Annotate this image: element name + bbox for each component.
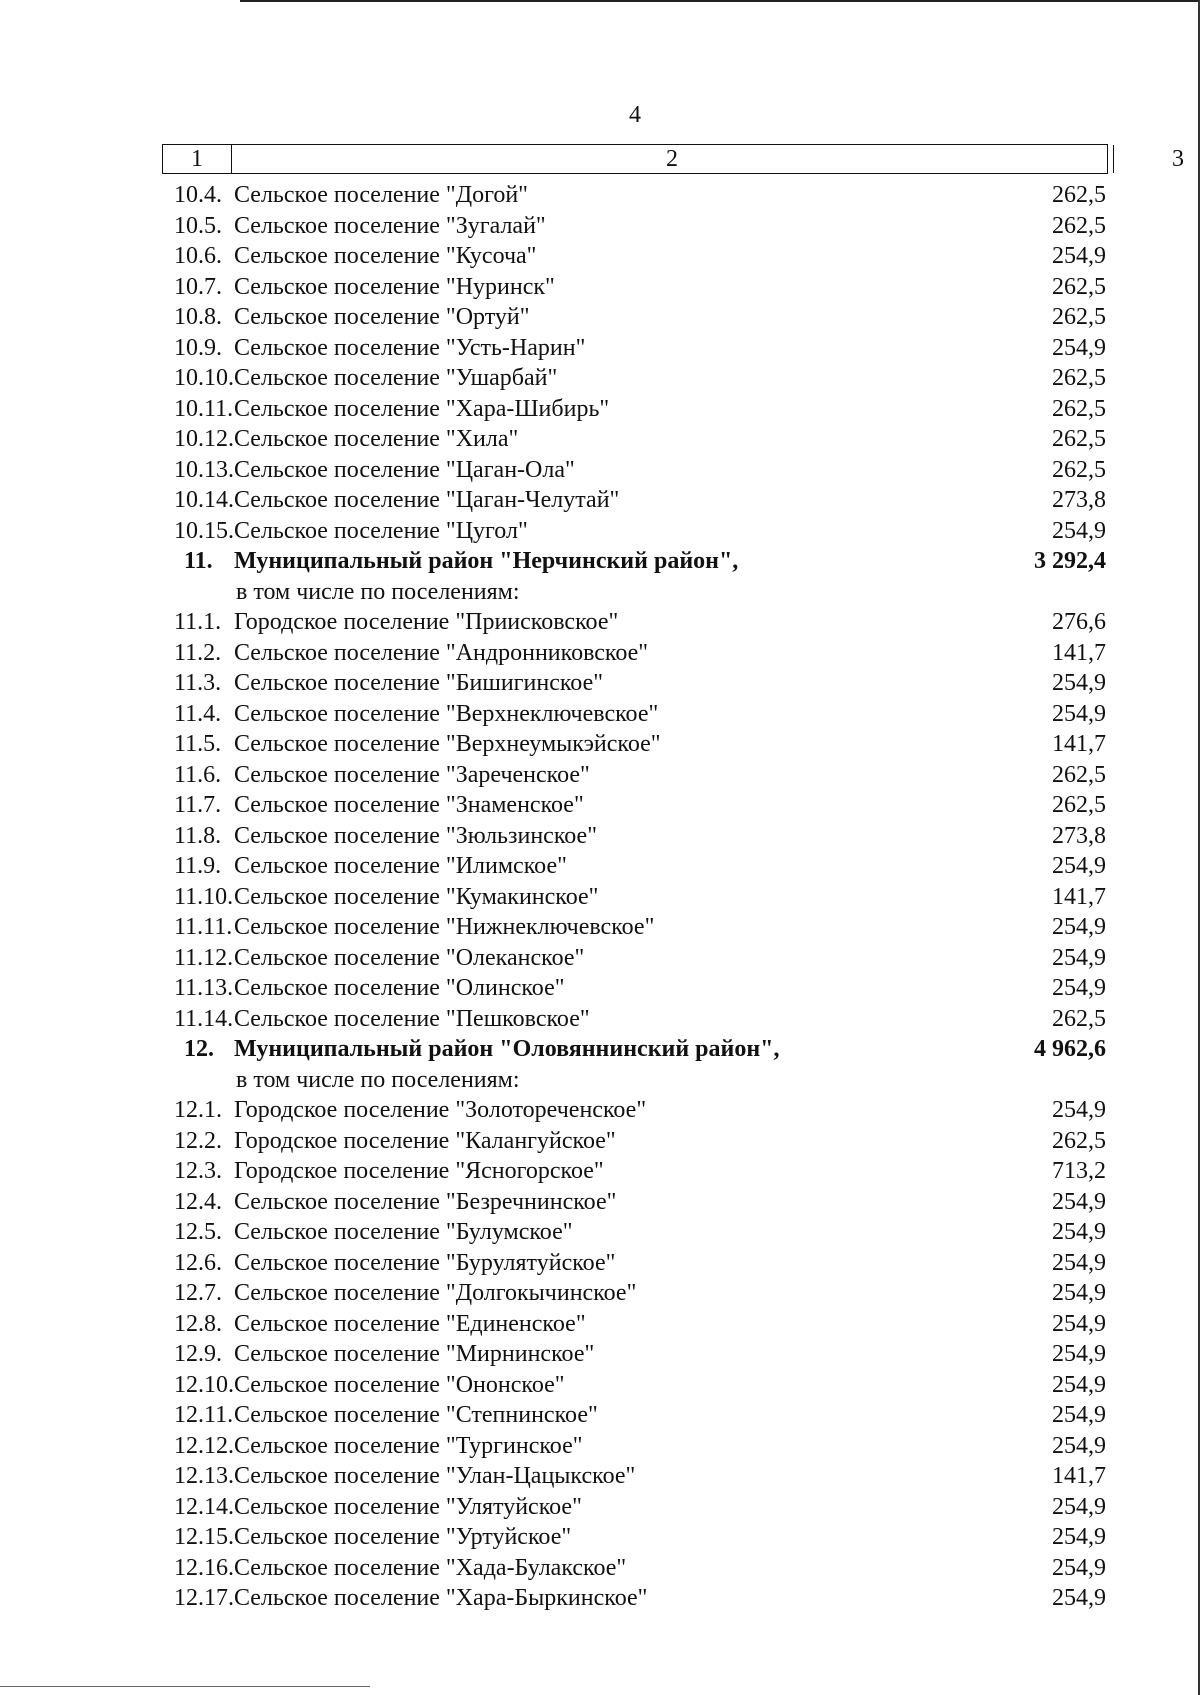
row-name: Сельское поселение "Верхнеумыкэйское" [234,731,661,757]
row-number: 11.1. [174,609,222,635]
row-value: 262,5 [1052,1127,1106,1154]
row-name: Сельское поселение "Уртуйское" [234,1524,572,1550]
row-name: в том числе по поселениям: [236,578,520,605]
header-col-2: 2 [231,145,1114,173]
row-value: 141,7 [1052,639,1106,666]
row-number: 10.4. [174,182,222,208]
table-row [162,882,1108,913]
table-row [162,485,1108,516]
row-name: Сельское поселение "Единенское" [234,1310,586,1337]
row-number: 11.13. [174,975,234,1001]
table-row [162,1431,1108,1462]
table-row [162,363,1108,394]
district-row [162,546,1108,577]
row-number: 10.8. [174,304,222,330]
row-name: Сельское поселение "Олеканское" [234,944,585,971]
table-row [162,760,1108,791]
row-value: 254,9 [1052,1493,1106,1520]
row-value: 254,9 [1052,975,1106,1001]
row-name: Сельское поселение "Зареченское" [234,761,590,788]
table-row [162,638,1108,669]
table-row [162,1309,1108,1340]
row-number: 12.1. [174,1097,222,1123]
table-row [162,516,1108,547]
row-value: 262,5 [1052,1005,1106,1032]
row-number: 12.14. [174,1493,234,1520]
row-name: Муниципальный район "Оловяннинский район", [234,1036,780,1062]
row-name: Сельское поселение "Кумакинское" [234,883,599,910]
row-number: 12.8. [174,1310,222,1337]
table-row [162,1095,1108,1126]
row-name: Сельское поселение "Улан-Цацыкское" [234,1463,636,1489]
district-row [162,1034,1108,1065]
table-row [162,1583,1108,1614]
header-col-1: 1 [163,145,232,173]
table-row [162,821,1108,852]
row-value: 273,8 [1052,487,1106,513]
table-row [162,1339,1108,1370]
row-value: 262,5 [1052,761,1106,788]
row-number: 12.2. [174,1127,222,1154]
row-name: Сельское поселение "Догой" [234,182,528,208]
row-value: 3 292,4 [1034,548,1106,574]
row-number: 11. [184,548,213,574]
row-name: Муниципальный район "Нерчинский район", [234,548,739,574]
table-row [162,272,1108,303]
row-number: 11.4. [174,700,222,727]
row-name: Сельское поселение "Бурулятуйское" [234,1249,616,1276]
subheading-row [162,1065,1108,1096]
row-value: 254,9 [1052,1310,1106,1337]
row-number: 11.7. [174,792,222,818]
table-row [162,1492,1108,1523]
row-name: Сельское поселение "Нуринск" [234,273,555,300]
row-value: 262,5 [1052,182,1106,208]
row-value: 254,9 [1052,1249,1106,1276]
table-row [162,211,1108,242]
row-value: 262,5 [1052,365,1106,391]
row-name: Городское поселение "Ясногорское" [234,1158,604,1184]
row-number: 12.5. [174,1219,222,1245]
row-value: 254,9 [1052,1280,1106,1306]
table-row [162,302,1108,333]
row-number: 11.10. [174,883,234,910]
row-name: Сельское поселение "Цаган-Ола" [234,456,575,483]
row-number: 10.9. [174,334,222,361]
table-body [162,180,1108,1614]
row-number: 12.7. [174,1280,222,1306]
row-value: 141,7 [1052,731,1106,757]
row-number: 10.12. [174,426,234,452]
row-value: 254,9 [1052,1585,1106,1611]
table-row [162,1278,1108,1309]
table-row [162,607,1108,638]
row-name: Сельское поселение "Зюльзинское" [234,822,597,849]
row-name: Городское поселение "Золотореченское" [234,1097,647,1123]
row-value: 276,6 [1052,609,1106,635]
row-number: 10.11. [174,395,234,422]
row-name: Сельское поселение "Илимское" [234,853,567,879]
row-value: 254,9 [1052,853,1106,879]
row-number: 12.12. [174,1432,234,1459]
row-number: 11.2. [174,639,222,666]
row-name: Сельское поселение "Безречнинское" [234,1188,617,1215]
row-value: 254,9 [1052,700,1106,727]
table-row [162,1248,1108,1279]
row-name: Сельское поселение "Цугол" [234,517,528,544]
row-name: Сельское поселение "Андронниковское" [234,639,649,666]
table-row [162,455,1108,486]
row-name: Сельское поселение "Ушарбай" [234,365,558,391]
row-number: 10.15. [174,517,234,544]
row-value: 254,9 [1052,243,1106,269]
row-name: Сельское поселение "Хара-Шибирь" [234,395,610,422]
row-name: Сельское поселение "Усть-Нарин" [234,334,586,361]
row-name: Сельское поселение "Мирнинское" [234,1341,595,1367]
row-value: 254,9 [1052,1524,1106,1550]
row-name: Городское поселение "Приисковское" [234,609,619,635]
row-number: 11.5. [174,731,222,757]
row-number: 11.8. [174,822,222,849]
row-value: 254,9 [1052,1402,1106,1428]
row-name: Сельское поселение "Зугалай" [234,212,546,239]
scan-border-bottom [0,1686,370,1687]
row-value: 254,9 [1052,1371,1106,1398]
row-number: 12.3. [174,1158,222,1184]
row-number: 12.9. [174,1341,222,1367]
row-name: Сельское поселение "Степнинское" [234,1402,598,1428]
row-number: 12.16. [174,1554,234,1581]
header-col-3: 3 [1172,146,1184,172]
table-row [162,394,1108,425]
row-value: 254,9 [1052,334,1106,361]
row-name: Сельское поселение "Тургинское" [234,1432,583,1459]
row-name: Сельское поселение "Цаган-Челутай" [234,487,620,513]
row-value: 262,5 [1052,456,1106,483]
table-row [162,851,1108,882]
row-value: 254,9 [1052,914,1106,940]
row-name: Сельское поселение "Кусоча" [234,243,537,269]
row-name: Сельское поселение "Пешковское" [234,1005,590,1032]
subheading-row [162,577,1108,608]
row-value: 254,9 [1052,1432,1106,1459]
row-value: 254,9 [1052,670,1106,696]
row-name: Сельское поселение "Знаменское" [234,792,584,818]
row-name: Сельское поселение "Олинское" [234,975,565,1001]
row-number: 10.7. [174,273,222,300]
table-row [162,1461,1108,1492]
row-value: 262,5 [1052,792,1106,818]
table-row [162,1400,1108,1431]
row-value: 262,5 [1052,212,1106,239]
row-number: 12.13. [174,1463,234,1489]
table-row [162,1553,1108,1584]
row-value: 262,5 [1052,304,1106,330]
row-name: Сельское поселение "Нижнеключевское" [234,914,655,940]
row-number: 12.10. [174,1371,234,1398]
row-value: 713,2 [1052,1158,1106,1184]
table-row [162,1187,1108,1218]
row-value: 273,8 [1052,822,1106,849]
row-name: Сельское поселение "Хада-Булакское" [234,1554,627,1581]
row-number: 12.15. [174,1524,234,1550]
table-row [162,180,1108,211]
row-value: 141,7 [1052,883,1106,910]
row-value: 141,7 [1052,1463,1106,1489]
row-number: 11.9. [174,853,222,879]
scan-border-top [240,0,1200,2]
row-number: 11.6. [174,761,222,788]
table-row [162,1126,1108,1157]
row-value: 254,9 [1052,944,1106,971]
row-number: 12.11. [174,1402,234,1428]
table-row [162,424,1108,455]
row-number: 10.10. [174,365,234,391]
table-row [162,729,1108,760]
row-number: 10.6. [174,243,222,269]
row-number: 12.6. [174,1249,222,1276]
table-row [162,241,1108,272]
table-row [162,1156,1108,1187]
row-value: 254,9 [1052,1341,1106,1367]
row-value: 254,9 [1052,1188,1106,1215]
row-number: 10.14. [174,487,234,513]
row-number: 11.12. [174,944,234,971]
table-row [162,333,1108,364]
page-number: 4 [629,102,641,128]
row-number: 12.4. [174,1188,222,1215]
row-value: 262,5 [1052,395,1106,422]
row-value: 262,5 [1052,426,1106,452]
table-row [162,668,1108,699]
row-name: Сельское поселение "Ононское" [234,1371,565,1398]
row-name: Сельское поселение "Булумское" [234,1219,573,1245]
row-value: 254,9 [1052,1097,1106,1123]
row-number: 11.11. [174,914,233,940]
row-name: Сельское поселение "Верхнеключевское" [234,700,659,727]
row-value: 4 962,6 [1034,1036,1106,1062]
row-number: 11.3. [174,670,222,696]
table-row [162,943,1108,974]
row-number: 12. [184,1036,214,1062]
row-name: Сельское поселение "Улятуйское" [234,1493,582,1520]
row-name: Сельское поселение "Ортуй" [234,304,530,330]
table-row [162,699,1108,730]
row-name: Сельское поселение "Хара-Быркинское" [234,1585,648,1611]
row-number: 12.17. [174,1585,234,1611]
row-value: 254,9 [1052,1219,1106,1245]
row-value: 262,5 [1052,273,1106,300]
row-value: 254,9 [1052,517,1106,544]
row-number: 11.14. [174,1005,234,1032]
table-row [162,1004,1108,1035]
row-name: Сельское поселение "Хила" [234,426,519,452]
row-number: 10.5. [174,212,222,239]
table-header-row [162,144,1184,174]
row-name: в том числе по поселениям: [236,1066,520,1093]
table-row [162,790,1108,821]
table-row [162,973,1108,1004]
table-row [162,912,1108,943]
table-row [162,1522,1108,1553]
row-name: Сельское поселение "Долгокычинское" [234,1280,637,1306]
table-row [162,1217,1108,1248]
row-number: 10.13. [174,456,234,483]
row-name: Сельское поселение "Бишигинское" [234,670,604,696]
row-name: Городское поселение "Калангуйское" [234,1127,616,1154]
row-value: 254,9 [1052,1554,1106,1581]
table-row [162,1370,1108,1401]
